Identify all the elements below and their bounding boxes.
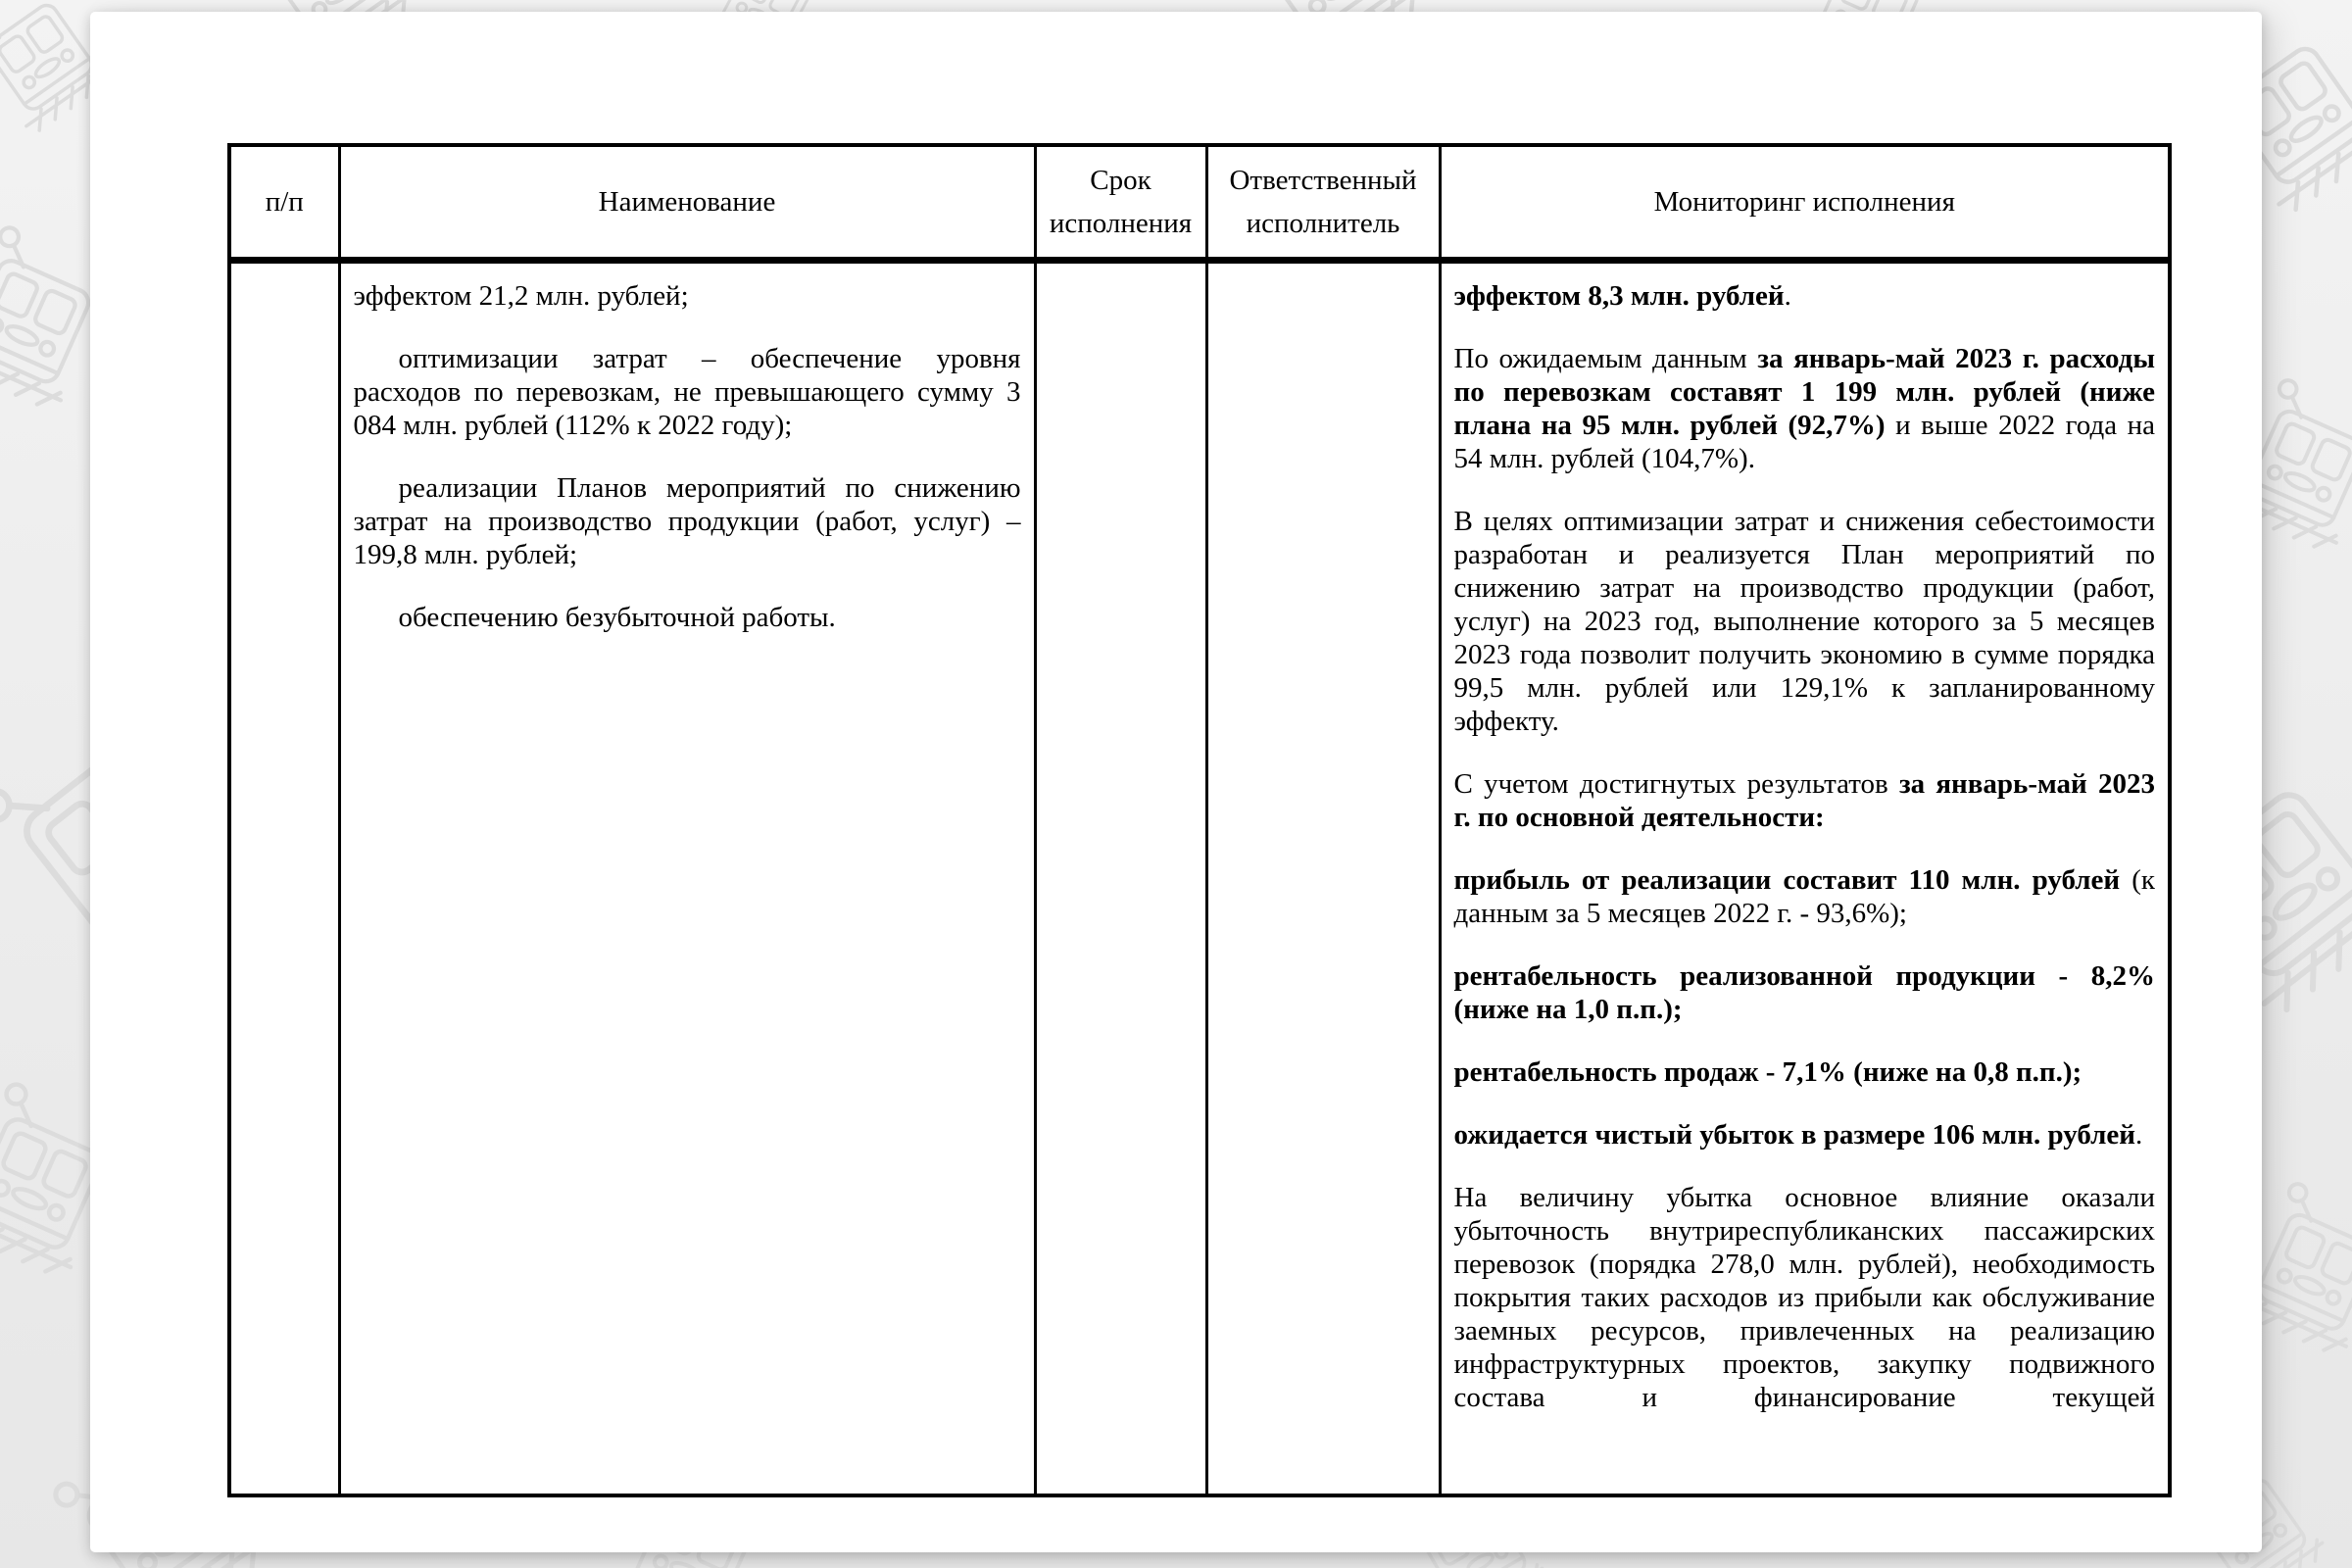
paragraph: [354, 342, 1021, 442]
bold-text: прибыль от реализации составит 110 млн. рублей: [1453, 864, 2121, 896]
bold-text: за январь-май 2023 г. расходы по перевозкам составят 1 199 млн. рублей (ниже плана на 95 млн. рублей (92,7%): [1453, 343, 2155, 441]
text: (к данным за 5 месяцев 2022 г. - 93,6%);: [1453, 864, 2155, 929]
paragraph: [1454, 505, 2156, 738]
cell-name: [339, 261, 1035, 1496]
cell-term: [1035, 261, 1206, 1496]
paragraph: [354, 601, 1021, 634]
paragraph: [354, 471, 1021, 571]
column-header-term: Срок исполнения: [1035, 145, 1206, 261]
bold-text: ожидается чистый убыток в размере 106 млн. рублей: [1453, 1119, 2135, 1151]
column-header-num: п/п: [229, 145, 339, 261]
text: и выше 2022 года на 54 млн. рублей (104,7%).: [1453, 410, 2155, 474]
bold-text: эффектом 8,3 млн. рублей: [1453, 280, 1785, 312]
document-page: [90, 12, 2262, 1552]
text: На величину убытка основное влияние оказали убыточность внутриреспубликанских пассажирских перевозок (порядка 278,0 млн. рублей), необходимость покрытия таких расходов из прибыли как обслуживание заемных ресурсов, привлеченных на реализацию инфраструктурных проектов, закупку подвижного состава и финансирование текущей: [1453, 1182, 2155, 1413]
cell-responsible: [1206, 261, 1440, 1496]
header-row: [229, 145, 2170, 261]
paragraph: [354, 279, 1021, 313]
paragraph: [1454, 959, 2156, 1026]
bold-text: рентабельность реализованной продукции - 8,2% (ниже на 1,0 п.п.);: [1453, 960, 2155, 1025]
text: .: [1784, 280, 1791, 312]
text: В целях оптимизации затрат и снижения себестоимости разработан и реализуется План мероприятий по снижению затрат на производство продукции (работ, услуг) на 2023 год, выполнение которого за 5 месяцев 2023 года позволит получить экономию в сумме порядка 99,5 млн. рублей или 129,1% к запланированному эффекту.: [1453, 506, 2155, 737]
paragraph: [1454, 342, 2156, 475]
column-header-monitoring: Мониторинг исполнения: [1440, 145, 2170, 261]
table-row: [229, 261, 2170, 1496]
column-header-name: Наименование: [339, 145, 1035, 261]
text: обеспечению безубыточной работы.: [398, 602, 836, 633]
cell-monitoring: [1440, 261, 2170, 1496]
paragraph: [1454, 1055, 2156, 1089]
paragraph: [1454, 1181, 2156, 1414]
text: С учетом достигнутых результатов: [1453, 768, 1899, 800]
cell-num: [229, 261, 339, 1496]
paragraph: [1454, 1118, 2156, 1152]
plan-monitoring-table: [227, 143, 2172, 1497]
paragraph: [1454, 767, 2156, 834]
column-header-responsible: Ответственный исполнитель: [1206, 145, 1440, 261]
bold-text: за январь-май 2023 г. по основной деятельности:: [1453, 768, 2155, 833]
text: эффектом 21,2 млн. рублей;: [353, 280, 689, 312]
text: По ожидаемым данным: [1453, 343, 1758, 374]
paragraph: [1454, 279, 2156, 313]
bold-text: рентабельность продаж - 7,1% (ниже на 0,8 п.п.);: [1453, 1056, 2082, 1088]
name-cell-text: [341, 264, 1034, 644]
text: оптимизации затрат – обеспечение уровня расходов по перевозкам, не превышающего сумму 3 084 млн. рублей (112% к 2022 году);: [353, 343, 1021, 441]
text: .: [2134, 1119, 2143, 1151]
paragraph: [1454, 863, 2156, 930]
monitoring-cell-text: [1442, 264, 2169, 1424]
text: реализации Планов мероприятий по снижению затрат на производство продукции (работ, услуг) – 199,8 млн. рублей;: [353, 472, 1021, 570]
